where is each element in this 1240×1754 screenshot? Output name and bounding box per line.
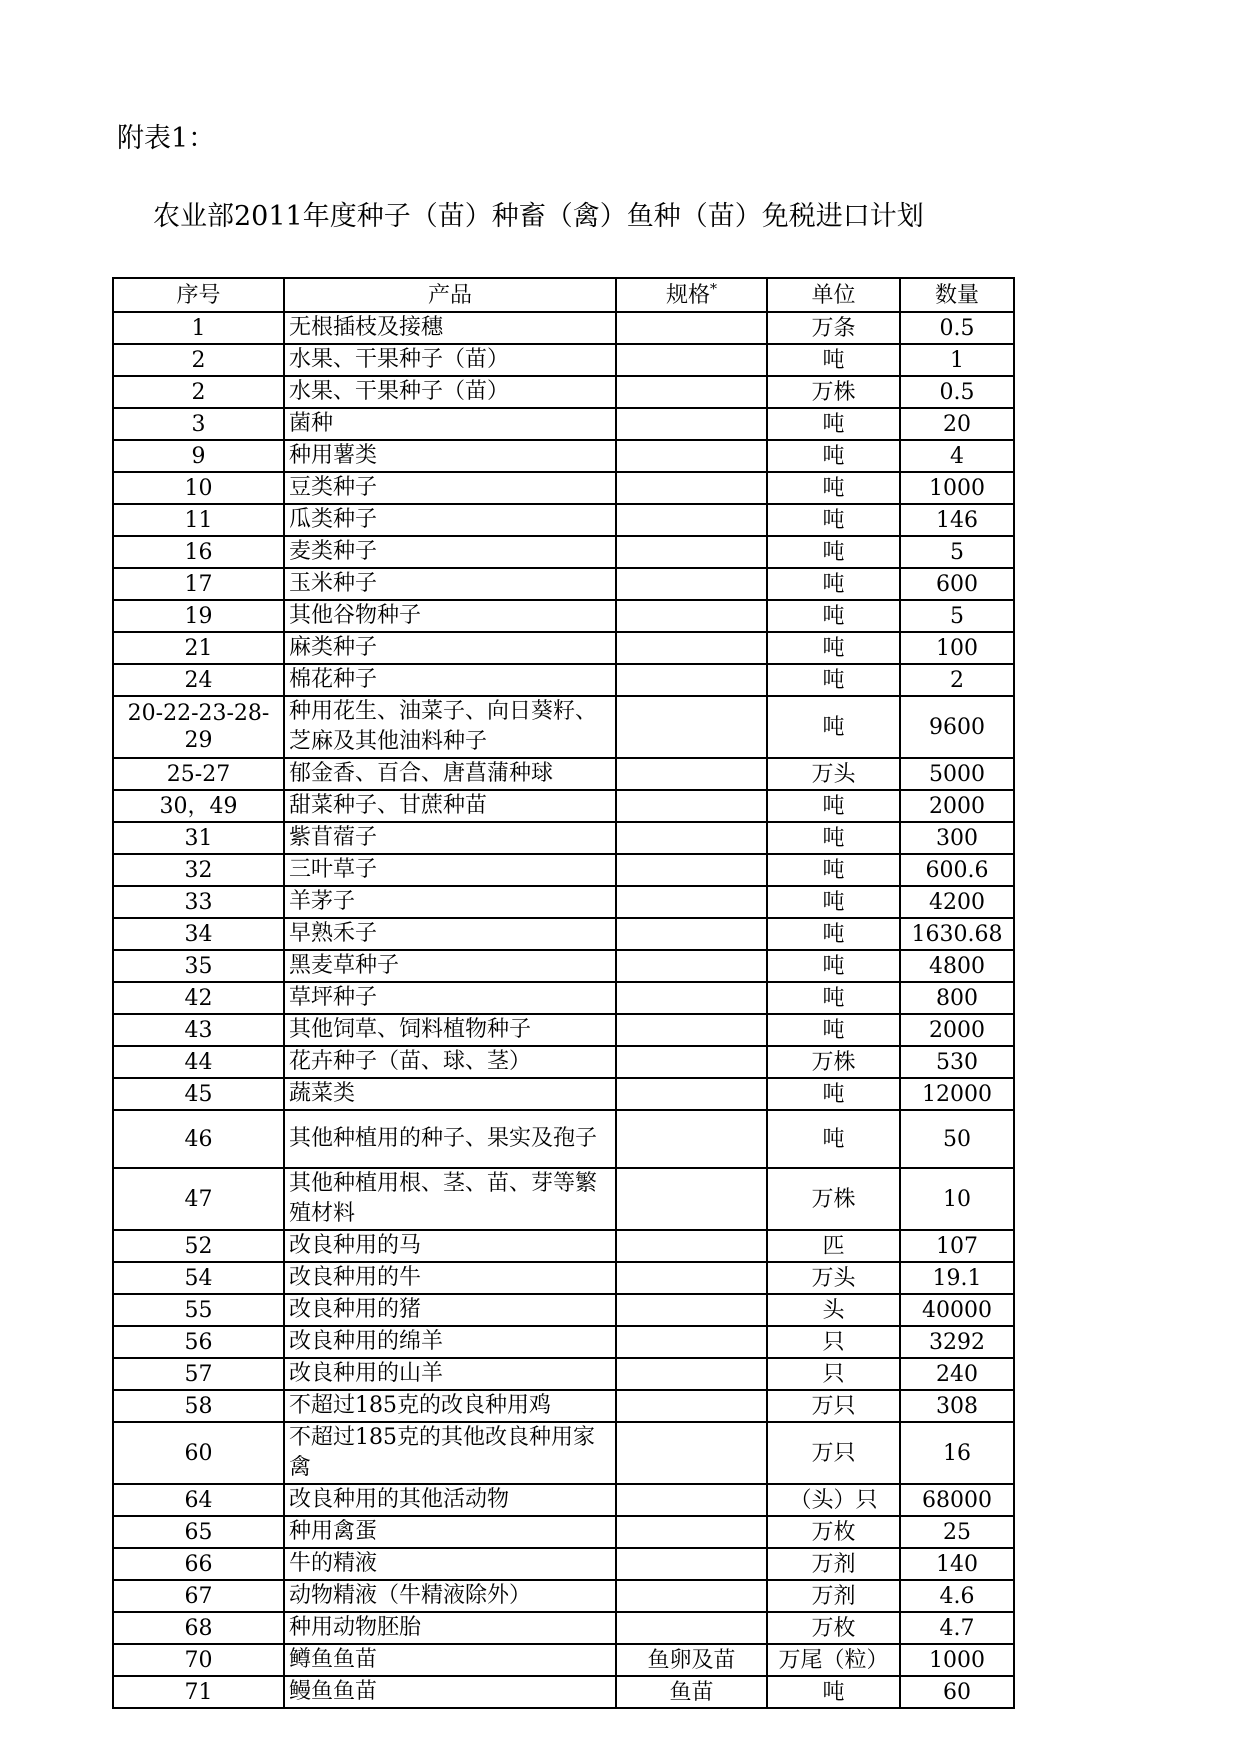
cell-index: 42 — [113, 982, 284, 1014]
header-quantity: 数量 — [900, 278, 1014, 312]
cell-index: 11 — [113, 504, 284, 536]
cell-product: 动物精液（牛精液除外） — [284, 1580, 616, 1612]
cell-product: 改良种用的马 — [284, 1230, 616, 1262]
cell-quantity: 0.5 — [900, 376, 1014, 408]
cell-index: 25-27 — [113, 758, 284, 790]
cell-spec — [616, 918, 767, 950]
table-row — [113, 1422, 1014, 1484]
cell-product: 水果、干果种子（苗） — [284, 376, 616, 408]
cell-spec — [616, 1484, 767, 1516]
cell-index: 68 — [113, 1612, 284, 1644]
cell-quantity: 60 — [900, 1676, 1014, 1708]
table-row — [113, 1516, 1014, 1548]
cell-product: 蔬菜类 — [284, 1078, 616, 1110]
cell-product: 不超过185克的其他改良种用家禽 — [284, 1422, 616, 1484]
cell-index: 19 — [113, 600, 284, 632]
cell-unit: 吨 — [767, 408, 900, 440]
cell-product: 牛的精液 — [284, 1548, 616, 1580]
table-row — [113, 1014, 1014, 1046]
cell-spec — [616, 696, 767, 758]
cell-index: 52 — [113, 1230, 284, 1262]
cell-index: 47 — [113, 1168, 284, 1230]
cell-index: 1 — [113, 312, 284, 344]
cell-quantity: 4.7 — [900, 1612, 1014, 1644]
table-row — [113, 1612, 1014, 1644]
cell-spec — [616, 664, 767, 696]
cell-spec — [616, 1548, 767, 1580]
cell-product: 黑麦草种子 — [284, 950, 616, 982]
cell-product: 羊茅子 — [284, 886, 616, 918]
table-row — [113, 440, 1014, 472]
table-row — [113, 1358, 1014, 1390]
cell-spec — [616, 408, 767, 440]
cell-spec — [616, 758, 767, 790]
cell-spec — [616, 790, 767, 822]
cell-unit: 万株 — [767, 1168, 900, 1230]
cell-index: 56 — [113, 1326, 284, 1358]
table-row — [113, 344, 1014, 376]
cell-quantity: 12000 — [900, 1078, 1014, 1110]
cell-quantity: 1000 — [900, 1644, 1014, 1676]
cell-quantity: 2000 — [900, 1014, 1014, 1046]
table-row — [113, 950, 1014, 982]
cell-product: 花卉种子（苗、球、茎） — [284, 1046, 616, 1078]
cell-unit: 只 — [767, 1326, 900, 1358]
cell-quantity: 107 — [900, 1230, 1014, 1262]
cell-product: 改良种用的其他活动物 — [284, 1484, 616, 1516]
cell-spec — [616, 854, 767, 886]
cell-quantity: 5 — [900, 536, 1014, 568]
cell-index: 30，49 — [113, 790, 284, 822]
table-row — [113, 1676, 1014, 1708]
cell-unit: 吨 — [767, 504, 900, 536]
cell-index: 24 — [113, 664, 284, 696]
cell-index: 60 — [113, 1422, 284, 1484]
cell-product: 三叶草子 — [284, 854, 616, 886]
header-spec-mark: * — [710, 281, 717, 298]
cell-quantity: 1630.68 — [900, 918, 1014, 950]
cell-index: 34 — [113, 918, 284, 950]
cell-index: 2 — [113, 376, 284, 408]
cell-spec — [616, 1078, 767, 1110]
cell-unit: 吨 — [767, 790, 900, 822]
table-row — [113, 918, 1014, 950]
cell-index: 35 — [113, 950, 284, 982]
cell-spec — [616, 600, 767, 632]
table-row — [113, 1484, 1014, 1516]
cell-unit: 吨 — [767, 950, 900, 982]
cell-quantity: 600.6 — [900, 854, 1014, 886]
cell-quantity: 16 — [900, 1422, 1014, 1484]
cell-product: 甜菜种子、甘蔗种苗 — [284, 790, 616, 822]
cell-product: 不超过185克的改良种用鸡 — [284, 1390, 616, 1422]
cell-unit: 吨 — [767, 1078, 900, 1110]
cell-quantity: 240 — [900, 1358, 1014, 1390]
header-unit: 单位 — [767, 278, 900, 312]
cell-unit: 吨 — [767, 344, 900, 376]
cell-unit: 吨 — [767, 982, 900, 1014]
cell-quantity: 100 — [900, 632, 1014, 664]
cell-unit: 吨 — [767, 632, 900, 664]
cell-unit: 吨 — [767, 886, 900, 918]
cell-quantity: 19.1 — [900, 1262, 1014, 1294]
table-row — [113, 1644, 1014, 1676]
cell-spec — [616, 440, 767, 472]
cell-spec — [616, 950, 767, 982]
cell-index: 17 — [113, 568, 284, 600]
cell-unit: （头）只 — [767, 1484, 900, 1516]
cell-spec — [616, 344, 767, 376]
table-row — [113, 886, 1014, 918]
cell-quantity: 530 — [900, 1046, 1014, 1078]
cell-quantity: 600 — [900, 568, 1014, 600]
cell-unit: 万只 — [767, 1390, 900, 1422]
table-row — [113, 312, 1014, 344]
cell-product: 豆类种子 — [284, 472, 616, 504]
table-row — [113, 536, 1014, 568]
cell-quantity: 1000 — [900, 472, 1014, 504]
cell-product: 改良种用的绵羊 — [284, 1326, 616, 1358]
cell-product: 其他谷物种子 — [284, 600, 616, 632]
cell-index: 46 — [113, 1110, 284, 1168]
cell-unit: 吨 — [767, 918, 900, 950]
cell-spec — [616, 1612, 767, 1644]
cell-quantity: 20 — [900, 408, 1014, 440]
table-row — [113, 1548, 1014, 1580]
table-row — [113, 1580, 1014, 1612]
table-row — [113, 472, 1014, 504]
import-plan-table — [112, 277, 1015, 1709]
cell-spec — [616, 504, 767, 536]
cell-product: 其他种植用的种子、果实及孢子 — [284, 1110, 616, 1168]
cell-quantity: 68000 — [900, 1484, 1014, 1516]
cell-unit: 吨 — [767, 1676, 900, 1708]
cell-spec — [616, 982, 767, 1014]
cell-quantity: 40000 — [900, 1294, 1014, 1326]
cell-product: 其他种植用根、茎、苗、芽等繁殖材料 — [284, 1168, 616, 1230]
cell-unit: 万枚 — [767, 1516, 900, 1548]
table-row — [113, 1078, 1014, 1110]
cell-quantity: 5000 — [900, 758, 1014, 790]
cell-index: 2 — [113, 344, 284, 376]
header-index: 序号 — [113, 278, 284, 312]
cell-index: 65 — [113, 1516, 284, 1548]
cell-unit: 头 — [767, 1294, 900, 1326]
cell-product: 其他饲草、饲料植物种子 — [284, 1014, 616, 1046]
cell-index: 9 — [113, 440, 284, 472]
cell-product: 瓜类种子 — [284, 504, 616, 536]
table-row — [113, 1390, 1014, 1422]
header-product: 产品 — [284, 278, 616, 312]
cell-index: 71 — [113, 1676, 284, 1708]
cell-product: 种用花生、油菜子、向日葵籽、芝麻及其他油料种子 — [284, 696, 616, 758]
cell-spec — [616, 472, 767, 504]
cell-unit: 只 — [767, 1358, 900, 1390]
cell-product: 水果、干果种子（苗） — [284, 344, 616, 376]
cell-unit: 万只 — [767, 1422, 900, 1484]
cell-spec — [616, 376, 767, 408]
cell-index: 64 — [113, 1484, 284, 1516]
cell-product: 种用薯类 — [284, 440, 616, 472]
cell-index: 70 — [113, 1644, 284, 1676]
cell-unit: 万条 — [767, 312, 900, 344]
cell-quantity: 50 — [900, 1110, 1014, 1168]
cell-spec — [616, 1516, 767, 1548]
cell-product: 菌种 — [284, 408, 616, 440]
table-row — [113, 982, 1014, 1014]
cell-spec — [616, 1326, 767, 1358]
cell-quantity: 2000 — [900, 790, 1014, 822]
cell-index: 21 — [113, 632, 284, 664]
cell-unit: 吨 — [767, 696, 900, 758]
cell-product: 草坪种子 — [284, 982, 616, 1014]
cell-spec — [616, 1046, 767, 1078]
cell-index: 57 — [113, 1358, 284, 1390]
cell-unit: 吨 — [767, 568, 900, 600]
cell-spec — [616, 632, 767, 664]
cell-index: 16 — [113, 536, 284, 568]
cell-product: 种用动物胚胎 — [284, 1612, 616, 1644]
cell-spec — [616, 1422, 767, 1484]
cell-product: 种用禽蛋 — [284, 1516, 616, 1548]
table-row — [113, 1262, 1014, 1294]
cell-index: 44 — [113, 1046, 284, 1078]
cell-index: 67 — [113, 1580, 284, 1612]
cell-quantity: 4200 — [900, 886, 1014, 918]
table-row — [113, 568, 1014, 600]
cell-quantity: 146 — [900, 504, 1014, 536]
cell-quantity: 4 — [900, 440, 1014, 472]
cell-unit: 吨 — [767, 822, 900, 854]
cell-quantity: 4800 — [900, 950, 1014, 982]
cell-product: 玉米种子 — [284, 568, 616, 600]
cell-unit: 万尾（粒） — [767, 1644, 900, 1676]
cell-unit: 万株 — [767, 1046, 900, 1078]
cell-unit: 吨 — [767, 440, 900, 472]
table-row — [113, 696, 1014, 758]
cell-unit: 吨 — [767, 536, 900, 568]
cell-spec — [616, 312, 767, 344]
cell-index: 31 — [113, 822, 284, 854]
table-row — [113, 408, 1014, 440]
cell-product: 改良种用的猪 — [284, 1294, 616, 1326]
cell-spec — [616, 536, 767, 568]
cell-unit: 吨 — [767, 1014, 900, 1046]
cell-quantity: 3292 — [900, 1326, 1014, 1358]
cell-quantity: 10 — [900, 1168, 1014, 1230]
table-row — [113, 1110, 1014, 1168]
table-row — [113, 758, 1014, 790]
cell-unit: 吨 — [767, 600, 900, 632]
cell-quantity: 4.6 — [900, 1580, 1014, 1612]
cell-index: 20-22-23-28-29 — [113, 696, 284, 758]
cell-spec — [616, 1294, 767, 1326]
cell-unit: 万头 — [767, 1262, 900, 1294]
cell-product: 棉花种子 — [284, 664, 616, 696]
cell-quantity: 800 — [900, 982, 1014, 1014]
cell-spec — [616, 822, 767, 854]
cell-product: 改良种用的山羊 — [284, 1358, 616, 1390]
cell-spec — [616, 886, 767, 918]
cell-index: 54 — [113, 1262, 284, 1294]
table-row — [113, 632, 1014, 664]
cell-spec — [616, 1230, 767, 1262]
cell-unit: 万剂 — [767, 1580, 900, 1612]
cell-quantity: 5 — [900, 600, 1014, 632]
cell-spec — [616, 1168, 767, 1230]
header-spec-label: 规格 — [665, 282, 710, 308]
table-row — [113, 822, 1014, 854]
cell-product: 鳗鱼鱼苗 — [284, 1676, 616, 1708]
cell-unit: 万枚 — [767, 1612, 900, 1644]
cell-spec: 鱼卵及苗 — [616, 1644, 767, 1676]
header-spec — [616, 278, 767, 312]
cell-index: 33 — [113, 886, 284, 918]
table-row — [113, 376, 1014, 408]
cell-product: 郁金香、百合、唐菖蒲种球 — [284, 758, 616, 790]
cell-quantity: 1 — [900, 344, 1014, 376]
cell-quantity: 25 — [900, 1516, 1014, 1548]
cell-quantity: 2 — [900, 664, 1014, 696]
table-row — [113, 504, 1014, 536]
cell-quantity: 140 — [900, 1548, 1014, 1580]
cell-product: 鳟鱼鱼苗 — [284, 1644, 616, 1676]
cell-spec — [616, 1390, 767, 1422]
cell-spec — [616, 1358, 767, 1390]
table-row — [113, 790, 1014, 822]
cell-index: 32 — [113, 854, 284, 886]
attachment-label: 附表1： — [117, 123, 216, 154]
cell-product: 早熟禾子 — [284, 918, 616, 950]
cell-index: 3 — [113, 408, 284, 440]
cell-unit: 吨 — [767, 1110, 900, 1168]
cell-spec — [616, 568, 767, 600]
cell-index: 43 — [113, 1014, 284, 1046]
cell-unit: 万株 — [767, 376, 900, 408]
cell-quantity: 300 — [900, 822, 1014, 854]
table-row — [113, 1326, 1014, 1358]
table-row — [113, 1168, 1014, 1230]
cell-unit: 万头 — [767, 758, 900, 790]
cell-quantity: 0.5 — [900, 312, 1014, 344]
cell-spec — [616, 1014, 767, 1046]
cell-product: 麦类种子 — [284, 536, 616, 568]
cell-spec: 鱼苗 — [616, 1676, 767, 1708]
cell-index: 66 — [113, 1548, 284, 1580]
cell-spec — [616, 1110, 767, 1168]
table-row — [113, 1046, 1014, 1078]
cell-unit: 吨 — [767, 854, 900, 886]
table-row — [113, 1294, 1014, 1326]
cell-quantity: 308 — [900, 1390, 1014, 1422]
table-row — [113, 600, 1014, 632]
cell-unit: 吨 — [767, 664, 900, 696]
cell-spec — [616, 1580, 767, 1612]
table-row — [113, 854, 1014, 886]
cell-product: 改良种用的牛 — [284, 1262, 616, 1294]
cell-spec — [616, 1262, 767, 1294]
cell-index: 45 — [113, 1078, 284, 1110]
cell-index: 10 — [113, 472, 284, 504]
table-header-row — [113, 278, 1014, 312]
cell-product: 紫苜蓿子 — [284, 822, 616, 854]
cell-product: 无根插枝及接穗 — [284, 312, 616, 344]
table-row — [113, 1230, 1014, 1262]
document-title: 农业部2011年度种子（苗）种畜（禽）鱼种（苗）免税进口计划 — [153, 201, 924, 232]
cell-unit: 匹 — [767, 1230, 900, 1262]
cell-unit: 吨 — [767, 472, 900, 504]
cell-unit: 万剂 — [767, 1548, 900, 1580]
cell-quantity: 9600 — [900, 696, 1014, 758]
table-row — [113, 664, 1014, 696]
cell-index: 55 — [113, 1294, 284, 1326]
cell-product: 麻类种子 — [284, 632, 616, 664]
cell-index: 58 — [113, 1390, 284, 1422]
